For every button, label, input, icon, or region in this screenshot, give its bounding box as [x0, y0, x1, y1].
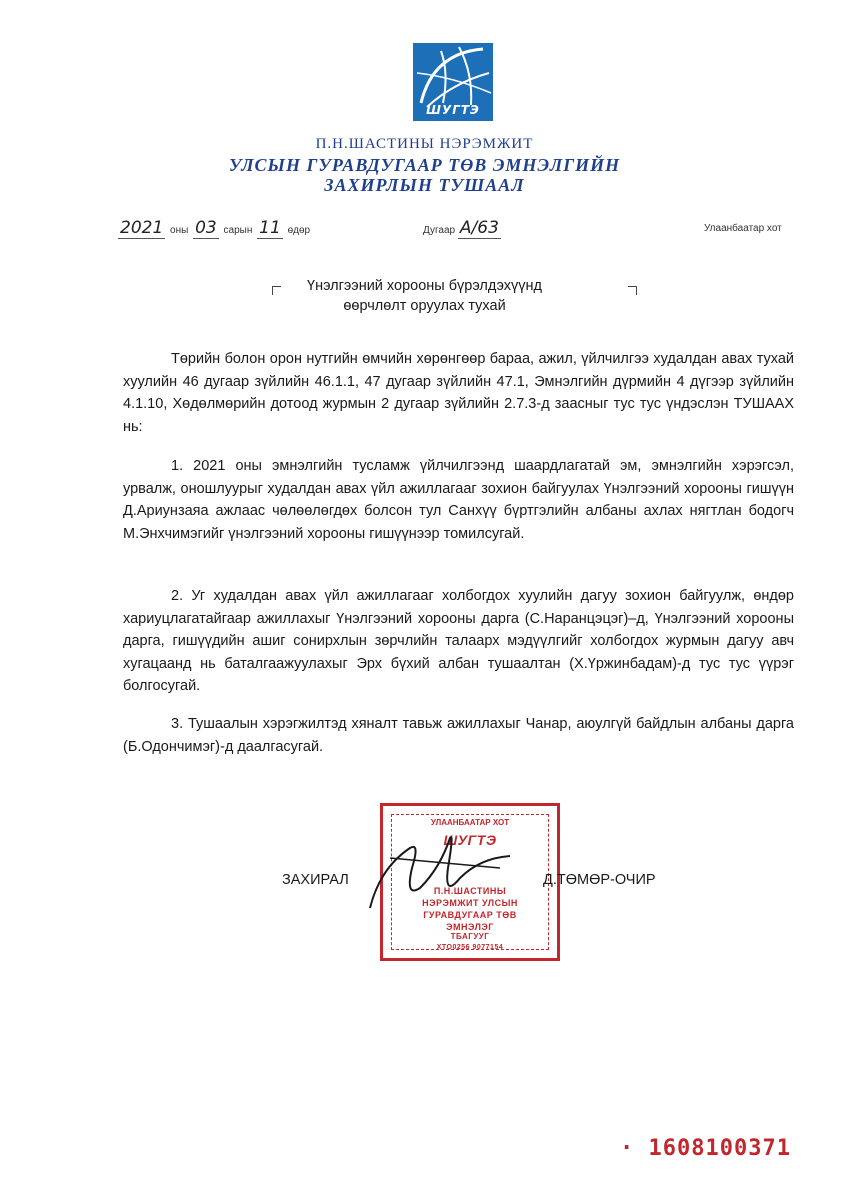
- header-line-2: УЛСЫН ГУРАВДУГААР ТӨВ ЭМНЭЛГИЙН: [228, 155, 621, 175]
- hospital-logo: [413, 43, 493, 121]
- order-item-3: [123, 713, 794, 758]
- stamp-line-4: ЭМНЭЛЭГ: [446, 922, 494, 932]
- handwritten-signature-icon: [350, 828, 530, 918]
- document-serial-number: · 1608100371: [620, 1136, 791, 1161]
- item-2-paragraph: 2. Уг худалдан авах үйл ажиллагааг холбогдох хуулийн дагуу зохион байгуулж, өндөр хариуцлагатайгаар ажиллахыг Үнэлгээний хорооны дарга (С.Наранцэцэг)–д, Үнэлгээний хорооны дарга, гишүүдийн ашиг сонирхлын зөрчлийн талаарх мэдүүлгийг холбогдох журмын дагуу авч хугацаанд нь баталгаажуулахыг Эрх бүхий албан тушаалтан (Х.Үржинбадам)-д тус тус үүрэг болгосугай.: [123, 588, 794, 694]
- order-number-value: А/63: [459, 218, 499, 238]
- order-number: [423, 218, 501, 239]
- order-date: [118, 218, 312, 239]
- date-month: 03: [195, 218, 217, 238]
- order-item-2: [123, 585, 794, 698]
- subject-line-2: өөрчлөлт оруулах тухай: [343, 298, 506, 314]
- stamp-logo: ШУГТЭ: [443, 832, 497, 848]
- stamp-line-2: НЭРЭМЖИТ УЛСЫН: [422, 898, 518, 908]
- date-year-label: оны: [170, 225, 189, 236]
- subject-line-1: Үнэлгээний хорооны бүрэлдэхүүнд: [307, 278, 542, 294]
- serial-value: 1608100371: [648, 1136, 791, 1161]
- order-subject: [0, 276, 849, 316]
- order-number-label: Дугаар: [423, 225, 456, 236]
- order-item-1: [123, 455, 794, 545]
- order-intro: [123, 348, 794, 438]
- date-month-label: сарын: [223, 225, 253, 236]
- city-label: Улаанбаатар хот: [704, 223, 782, 234]
- signatory-name: Д.ТӨМӨР-ОЧИР: [543, 872, 656, 888]
- date-day: 11: [259, 218, 281, 238]
- date-day-label: өдөр: [287, 225, 311, 236]
- header-line-3: ЗАХИРЛЫН ТУШААЛ: [324, 175, 525, 195]
- logo-text: ШУГТЭ: [426, 103, 480, 117]
- header-line-1: П.Н.ШАСТИНЫ НЭРЭМЖИТ: [315, 136, 534, 152]
- signatory-title: ЗАХИРАЛ: [282, 872, 349, 888]
- item-1-paragraph: 1. 2021 оны эмнэлгийн тусламж үйлчилгээнд шаардлагатай эм, эмнэлгийн хэрэгсэл, урвалж, оношлуурыг худалдан авах үйл ажиллагааг зохион байгуулах Үнэлгээний хорооны гишүүн Д.Ариунзаяа ажлаас чөлөөлөгдөх болсон тул Санхүү бүртгэлийн албаны ахлах нягтлан бодогч М.Энхчимэгийг үнэлгээний хорооны гишүүнээр томилсугай.: [123, 458, 794, 542]
- stamp-line-6: ХТО0256 9077154: [436, 944, 504, 951]
- stamp-city: УЛААНБААТАР ХОТ: [430, 818, 510, 827]
- stamp-line-1: П.Н.ШАСТИНЫ: [433, 886, 507, 896]
- item-3-paragraph: 3. Тушаалын хэрэгжилтэд хяналт тавьж ажиллахыг Чанар, аюулгүй байдлын албаны дарга (Б.Одончимэг)-д даалгасугай.: [123, 716, 794, 755]
- intro-paragraph: Төрийн болон орон нутгийн өмчийн хөрөнгөөр бараа, ажил, үйлчилгээ худалдан авах тухай хуулийн 46 дугаар зүйлийн 46.1.1, 47 дугаар зүйлийн 47.1, Эмнэлгийн дүрмийн 4 дүгээр зүйлийн 4.1.10, Хөдөлмөрийн дотоод журмын 2 дугаар зүйлийн 2.7.3-д заасныг тус тус үндэслэн ТУШААХ нь:: [123, 351, 794, 435]
- stamp-line-5: ТБАГУУГ: [450, 932, 490, 941]
- date-year: 2021: [120, 218, 164, 238]
- stamp-line-3: ГУРАВДУГААР ТӨВ: [423, 910, 517, 920]
